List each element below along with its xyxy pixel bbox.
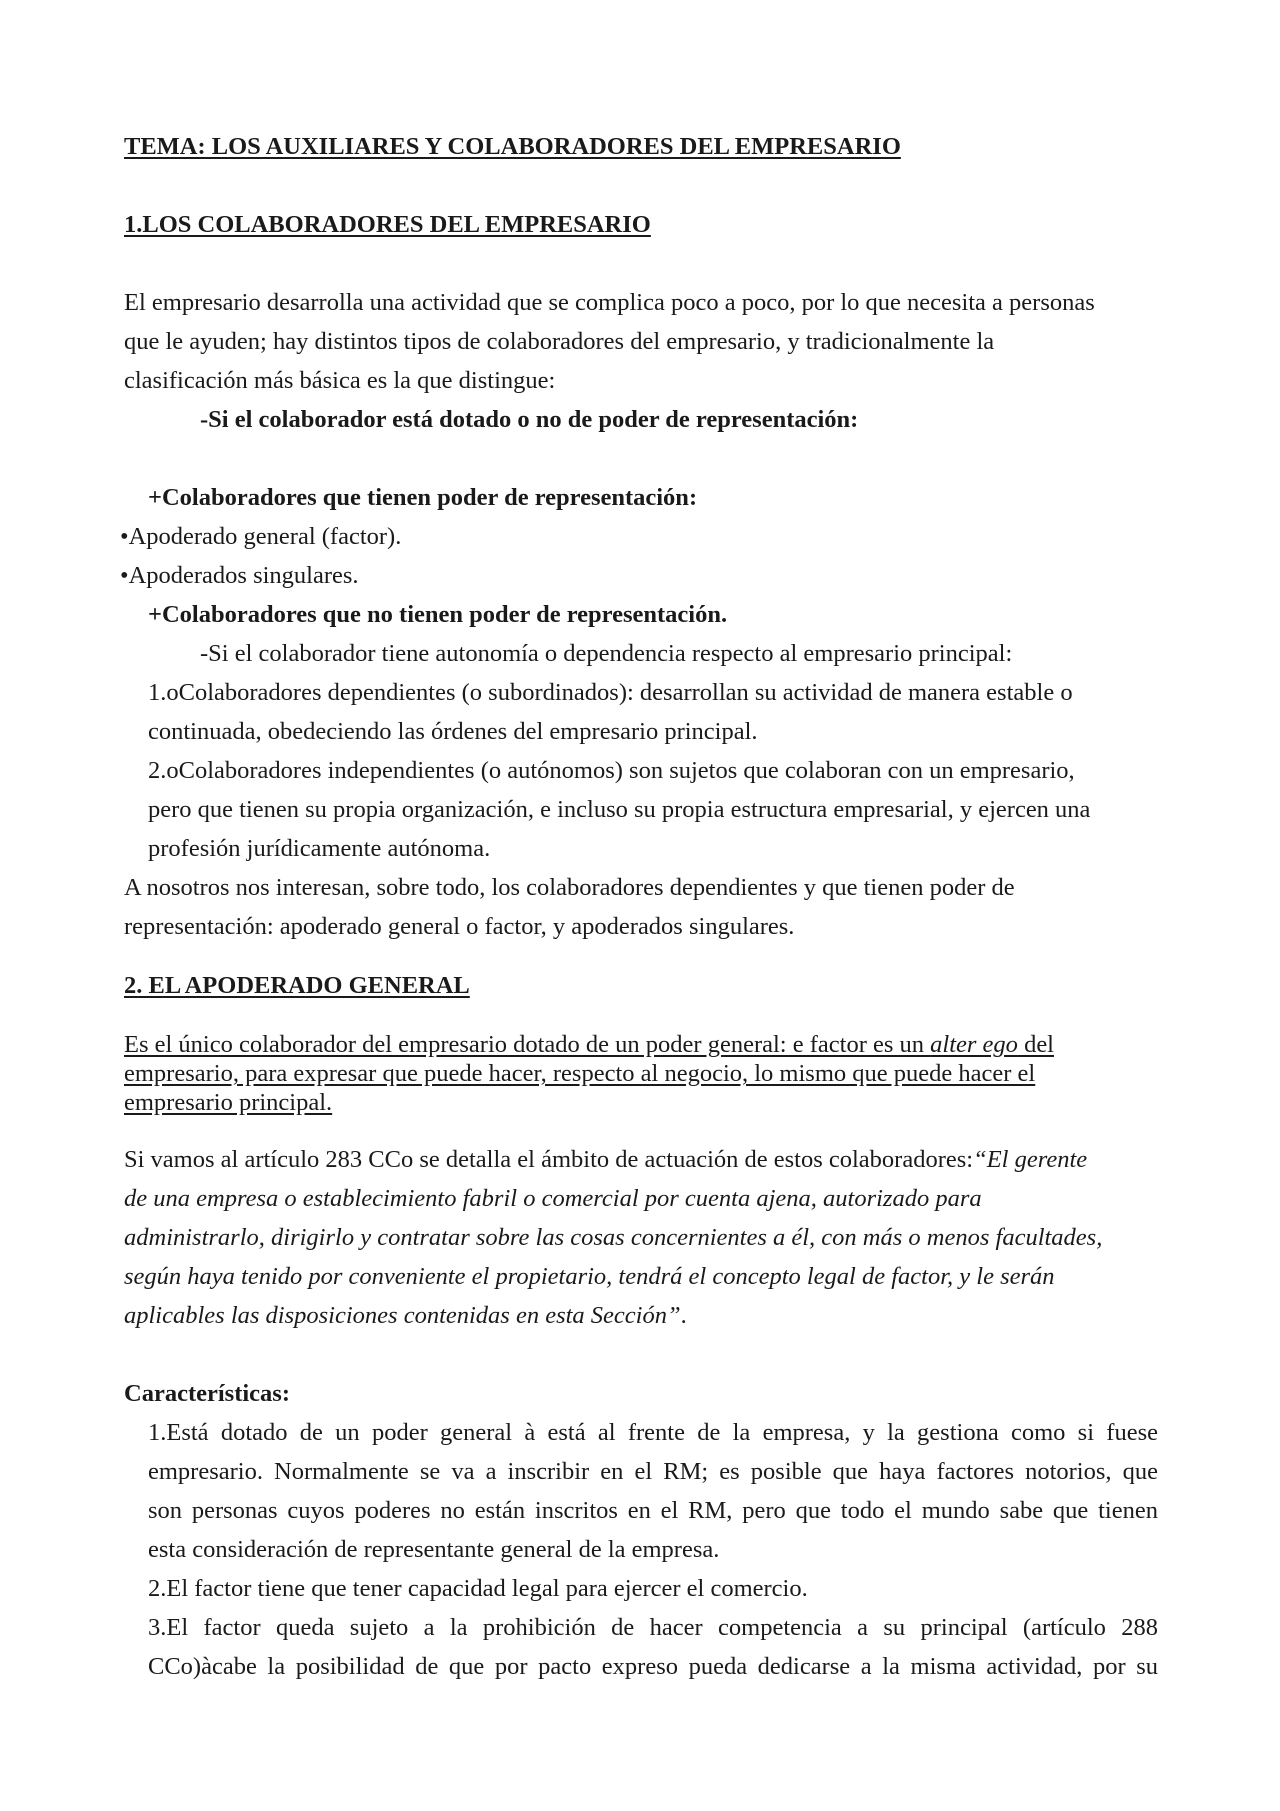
article-quote: “El gerente [973,1146,1088,1173]
paragraph-line: que le ayuden; hay distintos tipos de colaboradores del empresario, y tradicionalmente la [124,328,995,355]
list-item-dependent: continuada, obedeciendo las órdenes del empresario principal. [148,718,758,745]
article-283-line [124,1143,1087,1177]
definition-line: empresario, para expresar que puede hacer, respecto al negocio, lo mismo que puede hacer el [124,1060,1036,1087]
document-title: TEMA: LOS AUXILIARES Y COLABORADORES DEL EMPRESARIO [124,133,901,160]
characteristics-heading: Características: [124,1380,290,1407]
criterion-autonomy: -Si el colaborador tiene autonomía o dependencia respecto al empresario principal: [200,640,1013,667]
section-2-heading: 2. EL APODERADO GENERAL [124,972,470,999]
article-intro: Si vamos al artículo 283 CCo se detalla el ámbito de actuación de estos colaboradores: [124,1146,974,1173]
definition-line [124,1030,1054,1059]
alter-ego-term: alter ego [930,1031,1018,1058]
article-quote-line: según haya tenido por conveniente el propietario, tendrá el concepto legal de factor, y le serán [124,1263,1055,1290]
characteristic-2: 2.El factor tiene que tener capacidad legal para ejercer el comercio. [148,1575,808,1602]
definition-text: Es el único colaborador del empresario dotado de un poder general: e factor es un [124,1031,931,1058]
characteristic-1-line: 1.Está dotado de un poder general à está al frente de la empresa, y la gestiona como si fuese [148,1419,1158,1446]
bullet-item: •Apoderados singulares. [120,562,359,589]
article-period: . [680,1302,687,1329]
paragraph-line: El empresario desarrolla una actividad que se complica poco a poco, por lo que necesita a personas [124,289,1095,316]
subheading-with-power: +Colaboradores que tienen poder de representación: [148,484,698,511]
article-quote-end-line [124,1299,687,1333]
characteristic-1-line: empresario. Normalmente se va a inscribir en el RM; es posible que haya factores notorios, que [148,1458,1158,1485]
paragraph-line: representación: apoderado general o factor, y apoderados singulares. [124,913,795,940]
paragraph-line: clasificación más básica es la que distingue: [124,367,556,394]
definition-line: empresario principal. [124,1089,333,1116]
definition-text: del [1017,1031,1054,1058]
article-quote-line: de una empresa o establecimiento fabril o comercial por cuenta ajena, autorizado para [124,1185,982,1212]
section-1-heading: 1.LOS COLABORADORES DEL EMPRESARIO [124,211,651,238]
list-item-independent: 2.oColaboradores independientes (o autónomos) son sujetos que colaboran con un empresario, [148,757,1075,784]
characteristic-1-line: esta consideración de representante general de la empresa. [148,1536,720,1563]
paragraph-line: A nosotros nos interesan, sobre todo, los colaboradores dependientes y que tienen poder de [124,874,1015,901]
subheading-without-power: +Colaboradores que no tienen poder de representación. [148,601,728,628]
characteristic-3-line: CCo)àcabe la posibilidad de que por pacto expreso pueda dedicarse a la misma actividad, por su [148,1653,1158,1680]
list-item-independent: pero que tienen su propia organización, e incluso su propia estructura empresarial, y ejercen una [148,796,1091,823]
bullet-item: •Apoderado general (factor). [120,523,402,550]
characteristic-1-line: son personas cuyos poderes no están inscritos en el RM, pero que todo el mundo sabe que tienen [148,1497,1158,1524]
criterion-representation: -Si el colaborador está dotado o no de poder de representación: [200,406,859,433]
list-item-dependent: 1.oColaboradores dependientes (o subordinados): desarrollan su actividad de manera estable o [148,679,1073,706]
list-item-independent: profesión jurídicamente autónoma. [148,835,491,862]
article-quote: aplicables las disposiciones contenidas en esta Sección” [124,1302,681,1329]
article-quote-line: administrarlo, dirigirlo y contratar sobre las cosas concernientes a él, con más o menos facultades, [124,1224,1103,1251]
characteristic-3-line: 3.El factor queda sujeto a la prohibición de hacer competencia a su principal (artículo 288 [148,1614,1158,1641]
